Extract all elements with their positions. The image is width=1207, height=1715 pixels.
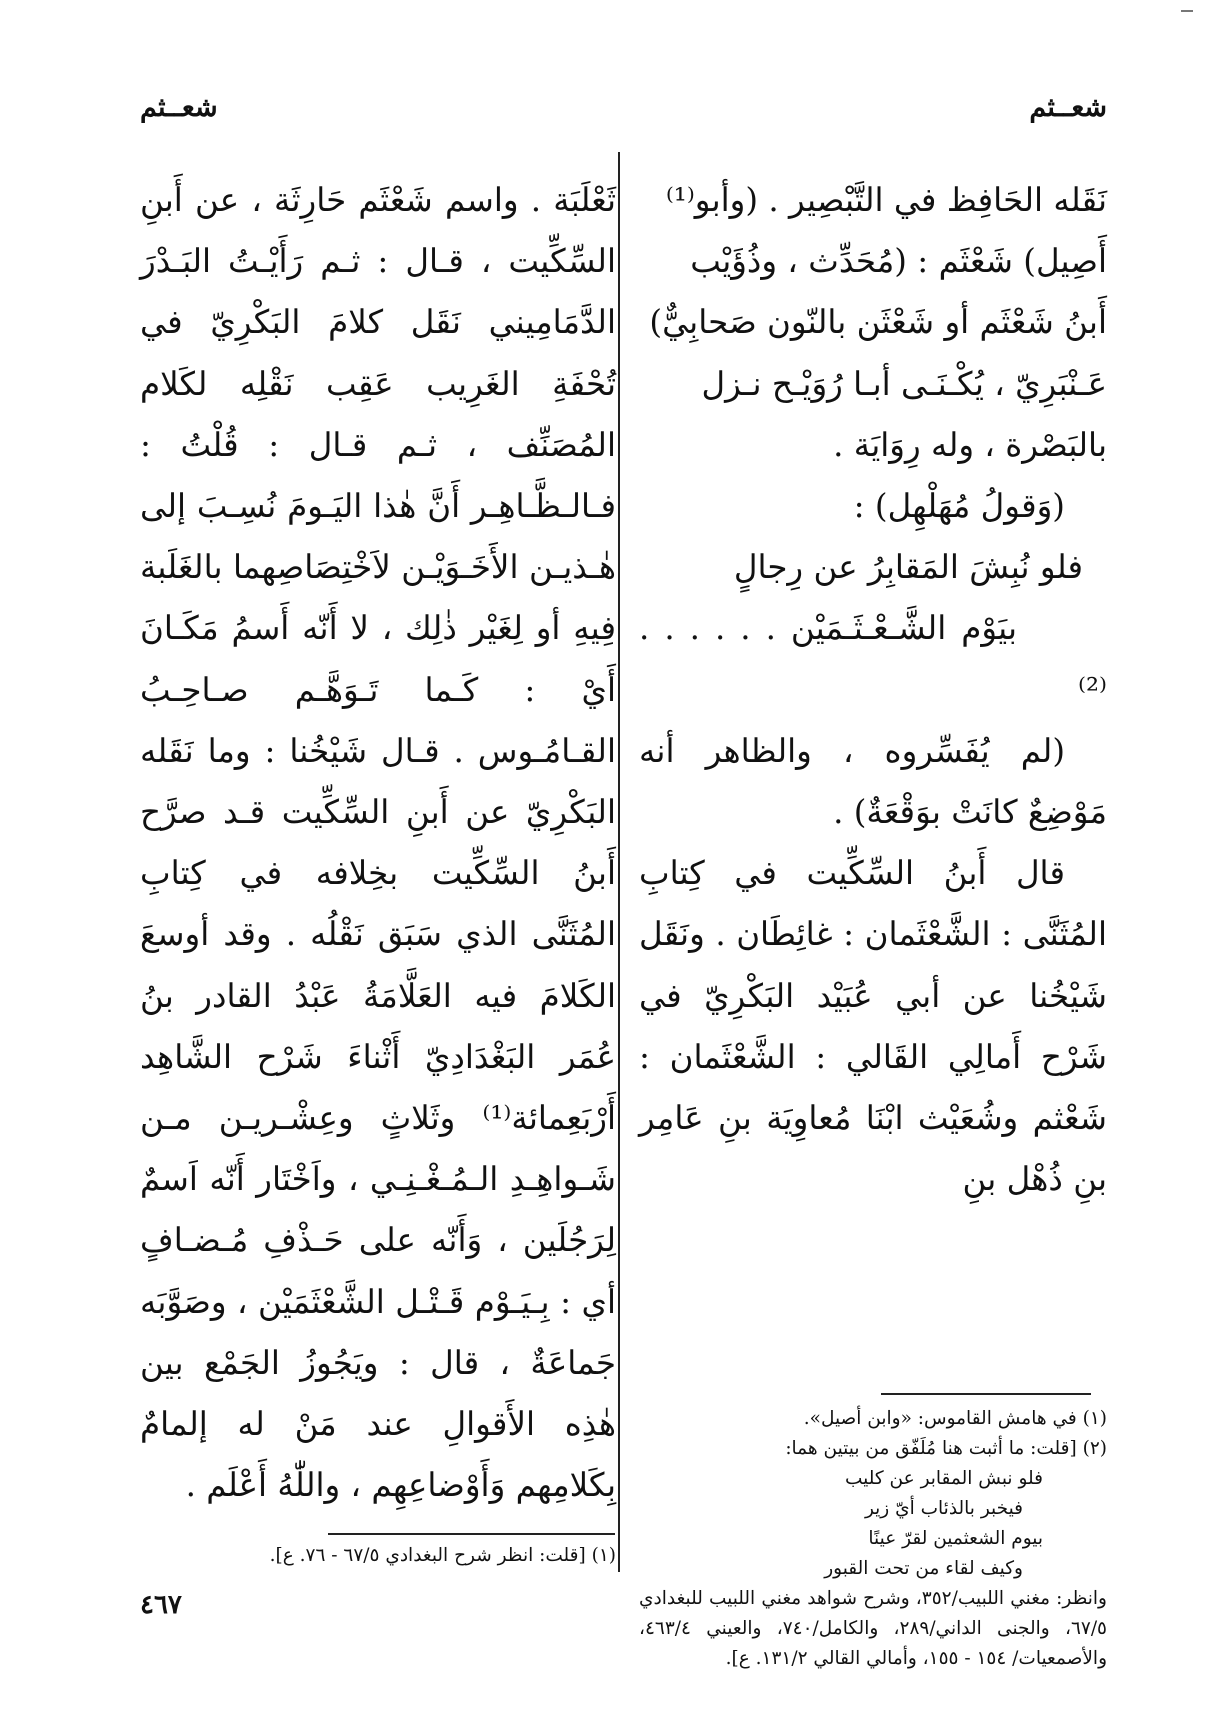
text-line: بالبَصْرة ، وله رِوَايَة . (833, 425, 1107, 464)
running-header-left: شعــثم (140, 92, 218, 123)
body-paragraph: قال أَبنُ السِّكِّيت في كِتابِ المُثَنَّى : الشَّعْثَمان : غائِطَان . ونَقَل شَيْخُنا عن أبي عُبَيْد البَكْرِيّ في شَرْح أَمالِي القَالي : الشَّعْثَمان : شَعْثم وشُعَيْث ابْنَا مُعاوِيَة بنِ عَامِر بنِ ذُهْل بنِ (639, 854, 1107, 1199)
footnote-rule-left (328, 1533, 615, 1535)
footnote-1: (١) [قلت: انظر شرح البغدادي ٦٧/٥ - ٧٦. ع]. (269, 1545, 616, 1566)
left-column (140, 170, 616, 1516)
scan-corner-mark (1181, 10, 1193, 12)
text-line: عَـنْبَرِيّ ، يُكْـنَـى أبـا رُوَيْـح نـزل (701, 364, 1107, 403)
footnote-poem-line: فلو نبش المقابر عن كليب (845, 1468, 1043, 1489)
column-divider (618, 152, 620, 1572)
footnote-poem-line: فيخبر بالذئاب أيّ زير (864, 1498, 1023, 1519)
running-header-right: شعــثم (1029, 92, 1107, 123)
footnote-1: (١) في هامش القاموس: «وابن أصيل». (803, 1408, 1107, 1429)
verse-line-2: بيَوْم الشَّـعْـثَـمَيْن . . . . . . ⁽²⁾ (639, 609, 1107, 709)
footnote-2: (٢) [قلت: ما أثبت هنا مُلَفّق من بيتين هما: (785, 1438, 1107, 1459)
footnotes-left (140, 1541, 616, 1571)
verse-line-1: فلو نُبِشَ المَقابِرُ عن رِجالٍ (733, 548, 1083, 587)
footnote-references: وانظر: مغني اللبيب/٣٥٢، وشرح شواهد مغني اللبيب للبغدادي ٦٧/٥، والجنى الداني/٢٨٩، والكامل/٧٤٠، والعيني ٤٦٣/٤، والأصمعيات/ ١٥٤ - ١٥٥، وأمالي القالي ١٣١/٢. ع]. (639, 1588, 1107, 1669)
explanation-paragraph: (لم يُفَسِّروه ، والظاهر أنه مَوْضِعٌ كانَتْ بوَقْعَةٌ) . (639, 731, 1107, 832)
footnote-poem-line: بيوم الشعثمين لقرّ عينًا (868, 1528, 1043, 1549)
text-line: أَبنُ شَعْثَم أو شَعْثَن بالنّون صَحابِيٌّ) (649, 303, 1107, 342)
right-column (639, 170, 1107, 1210)
text-line: نَقَله الحَافِظ في التَّبْصِير . (وأبو⁽¹⁾ (665, 181, 1107, 219)
footnotes-right (639, 1404, 1107, 1674)
page-number: ٤٦٧ (140, 1590, 182, 1620)
footnote-poem-line: وكيف لقاء من تحت القبور (824, 1558, 1023, 1579)
quote-intro: (وَقولُ مُهَلْهِل) : (853, 487, 1065, 526)
footnote-rule-right (881, 1393, 1091, 1395)
text-line: أَصِيل) شَعْثَم : (مُحَدِّث ، وذُؤَيْب (690, 242, 1107, 281)
body-paragraph: ثَعْلَبَة . واسم شَعْثَم حَارِثَة ، عن أَبنِ السِّكِّيت ، قـال : ثـم رَأَيْـتُ البَـدْرَ الدَّمَامِيني نَقَل كلامَ البَكْرِيّ في تُحْفَةِ الغَرِيب عَقِب نَقْلِه لكَلام المُصَنِّف ، ثـم قـال : قُلْتُ : فـالـظَّـاهِـر أَنَّ هٰذا اليَـومَ نُسِـبَ إلى هٰـذيـن الأَخَـوَيْـن لاَخْتِصَاصِهما بالغَلَبة فِيهِ أو لِغَيْر ذٰلِك ، لا أَنّه أَسمُ مَكَـانَ أَيْ : كَـما تَـوَهَّـم صـاحِـبُ القـامُـوس . قـال شَيْخُنا : وما نَقَله البَكْرِيّ عن أَبنِ السِّكِّيت قـد صرَّح أَبنُ السِّكِّيت بخِلافه في كِتابِ المُثَنَّى الذي سَبَق نَقْلُه . وقد أوسعَ الكَلامَ فيه العَلَّامَةُ عَبْدُ القادر بنُ عُمَر البَغْدَادِيّ أَثْناءَ شَرْح الشَّاهِد أَرْبَعِمائة⁽¹⁾ وثَلاثٍ وعِشْـريـن مـن شَـواهِـدِ الـمُـغْـنِـي ، واَخْتَار أَنّه اَسمٌ لِرَجُلَين ، وَأَنّه على حَـذْفِ مُـضـافٍ أي : بِـيَـوْم قَـتْـل الشَّعْثَمَيْن ، وصَوَّبَه جَماعَةٌ ، قال : ويَجُوزُ الجَمْع بين هٰذِه الأَقوالِ عند مَنْ له إلمامٌ بِكَلامِهم وَأَوْضاعِهِم ، واللّٰهُ أَعْلَم . (140, 181, 616, 1505)
